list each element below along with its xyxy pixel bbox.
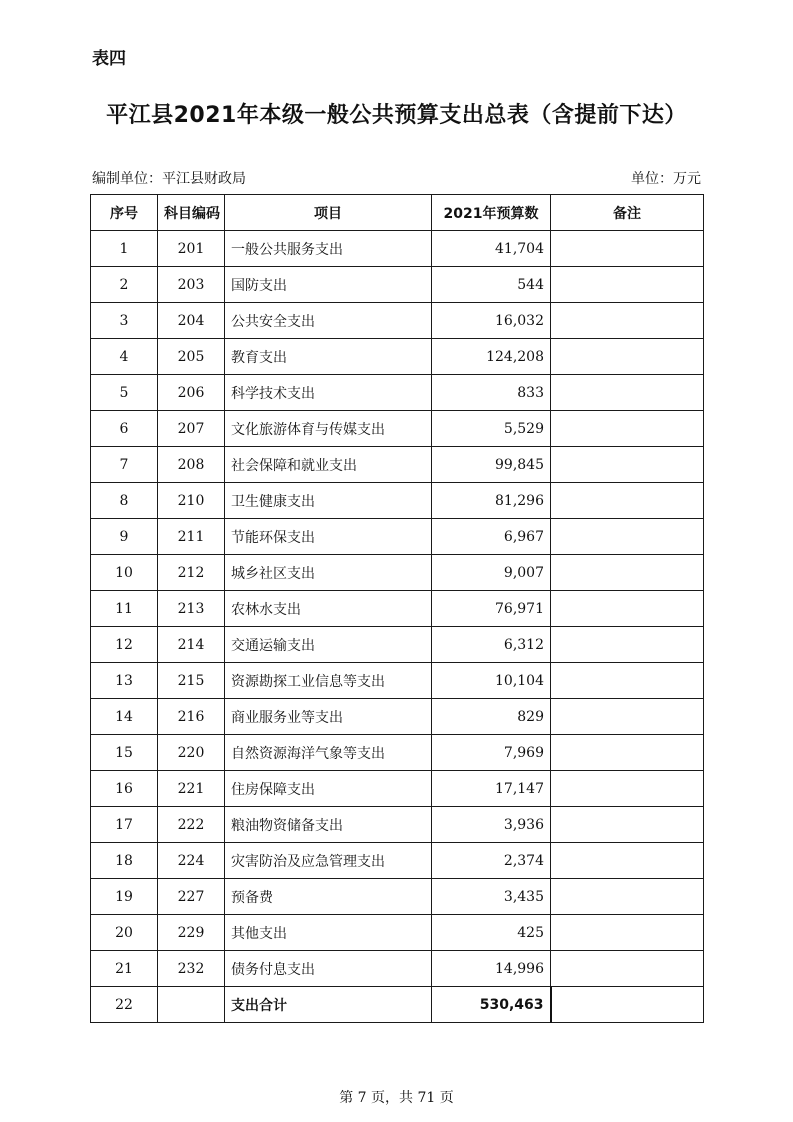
cell-amount: 81,296 xyxy=(432,483,551,519)
cell-amount: 9,007 xyxy=(432,555,551,591)
cell-item: 公共安全支出 xyxy=(225,303,432,339)
table-header-row xyxy=(91,195,704,231)
cell-seq: 10 xyxy=(91,555,158,591)
cell-note xyxy=(551,519,704,555)
cell-seq: 22 xyxy=(91,987,158,1023)
cell-amount: 544 xyxy=(432,267,551,303)
cell-code: 232 xyxy=(158,951,225,987)
cell-note xyxy=(551,483,704,519)
cell-item: 自然资源海洋气象等支出 xyxy=(225,735,432,771)
cell-note xyxy=(551,555,704,591)
table-row xyxy=(91,267,704,303)
cell-item: 文化旅游体育与传媒支出 xyxy=(225,411,432,447)
cell-amount: 14,996 xyxy=(432,951,551,987)
cell-code: 224 xyxy=(158,843,225,879)
cell-note xyxy=(551,339,704,375)
cell-item: 预备费 xyxy=(225,879,432,915)
currency-unit: 单位：万元 xyxy=(631,171,701,187)
cell-note xyxy=(551,735,704,771)
column-header-code: 科目编码 xyxy=(158,195,225,231)
cell-item: 其他支出 xyxy=(225,915,432,951)
page-number: 第 7 页，共 71 页 xyxy=(339,1090,454,1106)
cell-amount: 530,463 xyxy=(432,987,551,1023)
cell-amount: 6,967 xyxy=(432,519,551,555)
cell-code: 207 xyxy=(158,411,225,447)
table-row xyxy=(91,951,704,987)
cell-amount: 5,529 xyxy=(432,411,551,447)
budget-table xyxy=(90,194,704,1023)
cell-note xyxy=(551,591,704,627)
table-row xyxy=(91,483,704,519)
cell-amount: 17,147 xyxy=(432,771,551,807)
total-row xyxy=(91,987,704,1023)
cell-note xyxy=(551,879,704,915)
cell-amount: 833 xyxy=(432,375,551,411)
cell-seq: 3 xyxy=(91,303,158,339)
cell-amount: 7,969 xyxy=(432,735,551,771)
table-row xyxy=(91,339,704,375)
cell-note xyxy=(551,267,704,303)
cell-code: 222 xyxy=(158,807,225,843)
cell-note xyxy=(551,411,704,447)
cell-code xyxy=(158,987,225,1023)
table-label: 表四 xyxy=(92,49,126,69)
cell-amount: 2,374 xyxy=(432,843,551,879)
compiler-unit: 编制单位：平江县财政局 xyxy=(92,171,246,187)
cell-amount: 425 xyxy=(432,915,551,951)
cell-code: 208 xyxy=(158,447,225,483)
cell-seq: 4 xyxy=(91,339,158,375)
cell-seq: 13 xyxy=(91,663,158,699)
cell-seq: 9 xyxy=(91,519,158,555)
cell-note xyxy=(551,231,704,267)
cell-amount: 76,971 xyxy=(432,591,551,627)
table-row xyxy=(91,447,704,483)
table-row xyxy=(91,915,704,951)
cell-seq: 1 xyxy=(91,231,158,267)
cell-seq: 20 xyxy=(91,915,158,951)
table-row xyxy=(91,591,704,627)
table-row xyxy=(91,771,704,807)
cell-item: 资源勘探工业信息等支出 xyxy=(225,663,432,699)
cell-item: 住房保障支出 xyxy=(225,771,432,807)
cell-amount: 124,208 xyxy=(432,339,551,375)
cell-item: 债务付息支出 xyxy=(225,951,432,987)
cell-note xyxy=(551,771,704,807)
table-row xyxy=(91,627,704,663)
table-row xyxy=(91,699,704,735)
cell-seq: 6 xyxy=(91,411,158,447)
cell-item: 节能环保支出 xyxy=(225,519,432,555)
cell-amount: 10,104 xyxy=(432,663,551,699)
cell-note xyxy=(551,843,704,879)
column-header-item: 项目 xyxy=(225,195,432,231)
cell-code: 201 xyxy=(158,231,225,267)
cell-code: 216 xyxy=(158,699,225,735)
cell-code: 215 xyxy=(158,663,225,699)
cell-note xyxy=(551,951,704,987)
cell-item: 教育支出 xyxy=(225,339,432,375)
cell-amount: 829 xyxy=(432,699,551,735)
cell-seq: 7 xyxy=(91,447,158,483)
cell-seq: 11 xyxy=(91,591,158,627)
cell-seq: 15 xyxy=(91,735,158,771)
cell-item: 国防支出 xyxy=(225,267,432,303)
table-row xyxy=(91,843,704,879)
cell-code: 227 xyxy=(158,879,225,915)
cell-seq: 17 xyxy=(91,807,158,843)
cell-code: 213 xyxy=(158,591,225,627)
table-row xyxy=(91,555,704,591)
column-header-amount: 2021年预算数 xyxy=(432,195,551,231)
cell-item: 农林水支出 xyxy=(225,591,432,627)
table-row xyxy=(91,231,704,267)
cell-item: 交通运输支出 xyxy=(225,627,432,663)
cell-seq: 14 xyxy=(91,699,158,735)
table-body xyxy=(91,231,704,1023)
cell-amount: 6,312 xyxy=(432,627,551,663)
cell-code: 212 xyxy=(158,555,225,591)
cell-note xyxy=(551,699,704,735)
cell-note xyxy=(551,987,704,1023)
table-row xyxy=(91,375,704,411)
cell-seq: 16 xyxy=(91,771,158,807)
cell-note xyxy=(551,807,704,843)
cell-seq: 19 xyxy=(91,879,158,915)
cell-item: 城乡社区支出 xyxy=(225,555,432,591)
cell-item: 粮油物资储备支出 xyxy=(225,807,432,843)
cell-item: 商业服务业等支出 xyxy=(225,699,432,735)
cell-code: 211 xyxy=(158,519,225,555)
cell-item: 卫生健康支出 xyxy=(225,483,432,519)
cell-seq: 5 xyxy=(91,375,158,411)
cell-seq: 21 xyxy=(91,951,158,987)
cell-code: 229 xyxy=(158,915,225,951)
cell-code: 210 xyxy=(158,483,225,519)
table-row xyxy=(91,663,704,699)
page-title: 平江县2021年本级一般公共预算支出总表（含提前下达） xyxy=(106,103,687,128)
cell-item: 支出合计 xyxy=(225,987,432,1023)
table-row xyxy=(91,807,704,843)
cell-seq: 12 xyxy=(91,627,158,663)
table-row xyxy=(91,411,704,447)
cell-amount: 3,435 xyxy=(432,879,551,915)
cell-code: 220 xyxy=(158,735,225,771)
cell-seq: 2 xyxy=(91,267,158,303)
cell-code: 206 xyxy=(158,375,225,411)
column-header-seq: 序号 xyxy=(91,195,158,231)
cell-note xyxy=(551,375,704,411)
cell-code: 205 xyxy=(158,339,225,375)
cell-note xyxy=(551,663,704,699)
table-row xyxy=(91,303,704,339)
cell-note xyxy=(551,915,704,951)
cell-note xyxy=(551,627,704,663)
cell-note xyxy=(551,447,704,483)
cell-item: 社会保障和就业支出 xyxy=(225,447,432,483)
cell-code: 203 xyxy=(158,267,225,303)
cell-code: 204 xyxy=(158,303,225,339)
cell-note xyxy=(551,303,704,339)
cell-amount: 99,845 xyxy=(432,447,551,483)
table-row xyxy=(91,879,704,915)
cell-seq: 18 xyxy=(91,843,158,879)
cell-amount: 16,032 xyxy=(432,303,551,339)
cell-item: 一般公共服务支出 xyxy=(225,231,432,267)
column-header-note: 备注 xyxy=(551,195,704,231)
cell-item: 灾害防治及应急管理支出 xyxy=(225,843,432,879)
table-row xyxy=(91,519,704,555)
table-row xyxy=(91,735,704,771)
cell-amount: 3,936 xyxy=(432,807,551,843)
cell-seq: 8 xyxy=(91,483,158,519)
cell-item: 科学技术支出 xyxy=(225,375,432,411)
cell-amount: 41,704 xyxy=(432,231,551,267)
cell-code: 214 xyxy=(158,627,225,663)
cell-code: 221 xyxy=(158,771,225,807)
